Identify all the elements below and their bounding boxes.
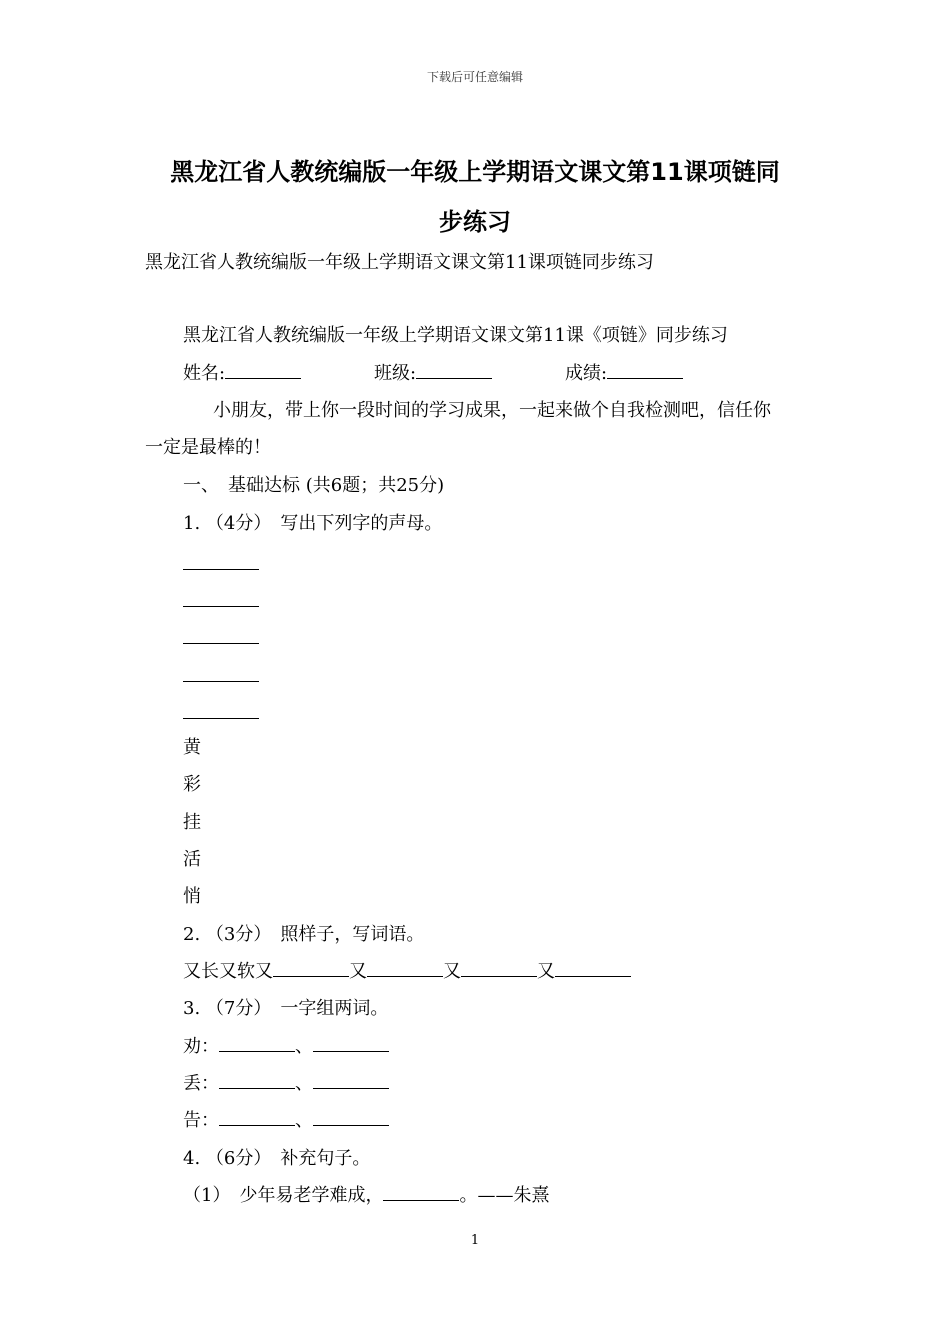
answer-blank[interactable] bbox=[219, 1109, 295, 1126]
q4-item1-prefix: （1） 少年易老学难成， bbox=[183, 1185, 384, 1206]
class-blank[interactable] bbox=[416, 362, 492, 379]
q3-row bbox=[183, 1035, 389, 1059]
q2-connector: 又 bbox=[443, 961, 461, 982]
answer-blank[interactable] bbox=[313, 1072, 389, 1089]
q4-item1-suffix: 。——朱熹 bbox=[459, 1185, 550, 1206]
intro-line2: 一定是最棒的！ bbox=[145, 437, 271, 458]
answer-blank[interactable] bbox=[383, 1184, 459, 1201]
answer-blank[interactable] bbox=[219, 1035, 295, 1052]
q3-char: 丢： bbox=[183, 1073, 219, 1094]
q2-connector: 又 bbox=[537, 961, 555, 982]
q3-char: 告： bbox=[183, 1110, 219, 1131]
q1-char: 黄 bbox=[183, 737, 201, 758]
page-number: 1 bbox=[470, 1233, 480, 1248]
q2-connector: 又 bbox=[349, 961, 367, 982]
name-field[interactable] bbox=[183, 362, 301, 386]
answer-blank[interactable] bbox=[183, 606, 259, 607]
class-field[interactable] bbox=[374, 362, 492, 386]
q1-char: 挂 bbox=[183, 812, 201, 833]
answer-blank[interactable] bbox=[555, 960, 631, 977]
q3-separator: 、 bbox=[295, 1110, 313, 1131]
name-label: 姓名: bbox=[183, 363, 226, 384]
name-blank[interactable] bbox=[225, 362, 301, 379]
answer-blank[interactable] bbox=[313, 1035, 389, 1052]
q3-separator: 、 bbox=[295, 1036, 313, 1057]
score-label: 成绩: bbox=[565, 363, 608, 384]
q3-separator: 、 bbox=[295, 1073, 313, 1094]
header-note: 下载后可任意编辑 bbox=[426, 70, 523, 84]
q4-item1 bbox=[183, 1184, 549, 1208]
answer-blank[interactable] bbox=[183, 718, 259, 719]
answer-blank[interactable] bbox=[219, 1072, 295, 1089]
answer-blank[interactable] bbox=[273, 960, 349, 977]
q3-row bbox=[183, 1109, 389, 1133]
doc-title-line1: 黑龙江省人教统编版一年级上学期语文课文第11课项链同 bbox=[170, 158, 780, 186]
doc-subtitle: 黑龙江省人教统编版一年级上学期语文课文第11课项链同步练习 bbox=[145, 252, 654, 273]
q2-example: 又长又软又 bbox=[183, 961, 273, 982]
doc-title-line2: 步练习 bbox=[439, 208, 511, 236]
q3-row bbox=[183, 1072, 389, 1096]
intro-line1: 小朋友，带上你一段时间的学习成果，一起来做个自我检测吧，信任你 bbox=[213, 400, 771, 421]
q2-answer-line bbox=[183, 960, 631, 984]
q1-char: 彩 bbox=[183, 774, 201, 795]
exercise-title: 黑龙江省人教统编版一年级上学期语文课文第11课《项链》同步练习 bbox=[183, 325, 728, 346]
answer-blank[interactable] bbox=[183, 643, 259, 644]
score-blank[interactable] bbox=[607, 362, 683, 379]
answer-blank[interactable] bbox=[183, 681, 259, 682]
answer-blank[interactable] bbox=[313, 1109, 389, 1126]
class-label: 班级: bbox=[374, 363, 417, 384]
question-4: 4. （6分） 补充句子。 bbox=[183, 1148, 371, 1169]
section-heading: 一、 基础达标 (共6题；共25分) bbox=[183, 475, 445, 496]
answer-blank[interactable] bbox=[183, 569, 259, 570]
question-2: 2. （3分） 照样子，写词语。 bbox=[183, 924, 425, 945]
q1-char: 悄 bbox=[183, 886, 201, 907]
q1-char: 活 bbox=[183, 849, 201, 870]
q3-char: 劝： bbox=[183, 1036, 219, 1057]
question-1: 1. （4分） 写出下列字的声母。 bbox=[183, 513, 443, 534]
score-field[interactable] bbox=[565, 362, 683, 386]
answer-blank[interactable] bbox=[461, 960, 537, 977]
answer-blank[interactable] bbox=[367, 960, 443, 977]
question-3: 3. （7分） 一字组两词。 bbox=[183, 998, 389, 1019]
